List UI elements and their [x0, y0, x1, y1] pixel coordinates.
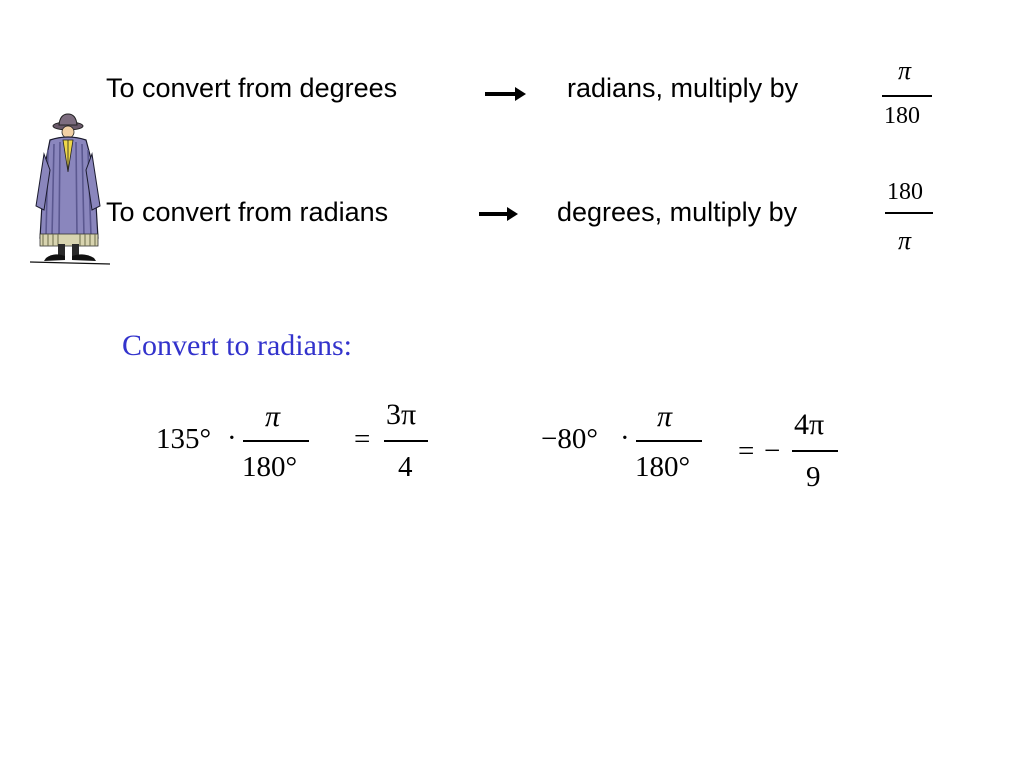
- example-2-multiply-operator: ·: [620, 422, 630, 454]
- example-1-multiply-operator: ·: [227, 422, 237, 454]
- example-2-fraction-denominator: 180°: [635, 451, 691, 483]
- rule-2-fraction-denominator: π: [898, 226, 912, 255]
- example-2-equals-sign: =: [738, 435, 755, 467]
- example-1-fraction-bar: [243, 440, 309, 442]
- example-2-lhs-value: −80°: [541, 423, 598, 455]
- example-2-result-sign: −: [764, 435, 781, 467]
- section-heading: Convert to radians:: [122, 329, 352, 362]
- rule-2-suffix: degrees, multiply by: [557, 197, 798, 227]
- example-1-lhs-value: 135°: [156, 423, 212, 455]
- example-1-equals-sign: =: [354, 423, 371, 455]
- rule-1-fraction-numerator: π: [898, 56, 912, 85]
- example-2-result-denominator: 9: [806, 461, 821, 493]
- rule-1-fraction-bar: [882, 95, 932, 97]
- rule-1-arrow-icon: [485, 92, 517, 96]
- rule-1-suffix: radians, multiply by: [567, 73, 799, 103]
- rule-1-prefix: To convert from degrees: [106, 73, 398, 103]
- example-2-result-numerator-text: 4π: [794, 408, 825, 441]
- example-2-fraction-numerator: π: [657, 400, 673, 433]
- rule-2-arrow-icon: [479, 212, 509, 216]
- rule-2-fraction-bar: [885, 212, 933, 214]
- rule-1-fraction-denominator: 180: [884, 103, 920, 129]
- example-2-result-numerator: [794, 410, 824, 440]
- example-1-result-denominator: 4: [398, 451, 413, 483]
- example-1-result-numerator: [386, 400, 416, 430]
- man-in-coat-clipart: [28, 110, 113, 270]
- example-2-result-bar: [792, 450, 838, 452]
- example-1-fraction-numerator: π: [265, 400, 281, 433]
- example-1-fraction-denominator: 180°: [242, 451, 298, 483]
- example-1-result-numerator-text: 3π: [386, 398, 417, 431]
- example-1-result-bar: [384, 440, 428, 442]
- rule-2-prefix: To convert from radians: [106, 197, 389, 227]
- example-2-fraction-bar: [636, 440, 702, 442]
- rule-2-fraction-numerator: 180: [887, 179, 923, 205]
